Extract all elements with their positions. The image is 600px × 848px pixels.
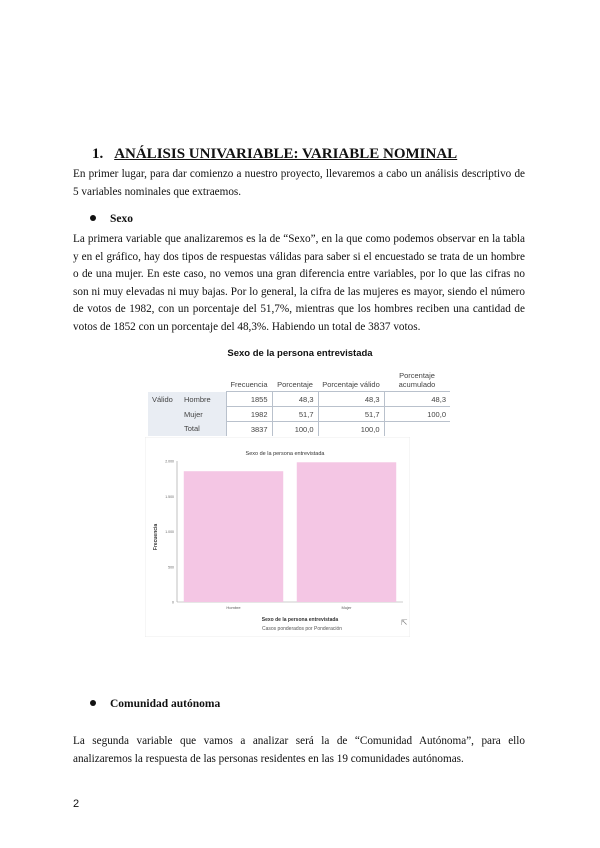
col-porcentaje: Porcentaje bbox=[277, 380, 313, 389]
cell-cum: 48,3 bbox=[384, 392, 450, 407]
intro-paragraph: En primer lugar, para dar comienzo a nuestro proyecto, llevaremos a cabo un análisis descriptivo de 5 variables nominales que extraemos. bbox=[73, 168, 525, 198]
cell-freq: 1982 bbox=[226, 407, 272, 422]
section-heading bbox=[92, 146, 457, 163]
frequency-table bbox=[148, 359, 450, 436]
cell-freq: 3837 bbox=[226, 422, 272, 437]
cursor-icon: ⇱ bbox=[401, 618, 408, 627]
heading-title: ANÁLISIS UNIVARIABLE: VARIABLE NOMINAL bbox=[114, 146, 458, 162]
y-tick-label: 2.000 bbox=[165, 459, 174, 464]
table-title: Sexo de la persona entrevistada bbox=[227, 348, 373, 359]
bullet-sexo-label: Sexo bbox=[110, 213, 133, 225]
chart-ylabel: Frecuencia bbox=[153, 523, 159, 551]
row-label: Mujer bbox=[180, 407, 226, 422]
row-label: Total bbox=[180, 422, 226, 437]
y-tick-label: 1.000 bbox=[165, 530, 174, 534]
cell-pct: 51,7 bbox=[272, 407, 318, 422]
cell-valid: 51,7 bbox=[318, 407, 384, 422]
heading-number: 1. bbox=[92, 146, 104, 162]
page-number: 2 bbox=[73, 798, 80, 810]
bar-chart bbox=[145, 437, 410, 637]
chart-xlabel: Sexo de la persona entrevistada bbox=[261, 617, 339, 623]
bullet-comunidad bbox=[90, 698, 220, 710]
table-row bbox=[148, 392, 450, 407]
y-tick-label: 500 bbox=[168, 565, 174, 570]
bullet-icon bbox=[90, 215, 96, 221]
cell-pct: 48,3 bbox=[272, 392, 318, 407]
y-tick-label: 0 bbox=[172, 600, 174, 605]
cell-cum bbox=[384, 422, 450, 437]
cell-freq: 1855 bbox=[226, 392, 272, 407]
x-tick-label: Mujer bbox=[341, 605, 352, 610]
comunidad-paragraph: La segunda variable que vamos a analizar será la de “Comunidad Autónoma”, para ello analizaremos la respuesta de las personas residentes en las 19 comunidades autónomas. bbox=[73, 735, 525, 765]
sexo-paragraph: La primera variable que analizaremos es la de “Sexo”, en la que como podemos observar en la tabla y en el gráfico, hay dos tipos de respuestas válidas para saber si el encuestado se trata de un hombre o de una mujer. En este caso, no vemos una gran diferencia entre variables, por lo que las cifras no son ni muy elevadas ni muy bajas. Por lo general, la cifra de las mujeres es mayor, siendo el número de votos de 1982, con un porcentaje del 51,7%, mientras que los hombres reciben una cantidad de votos de 1852 con un porcentaje del 48,3%. Habiendo un total de 3837 votos. bbox=[73, 233, 525, 333]
x-tick-label: Hombre bbox=[226, 605, 241, 610]
col-porcentaje-valido: Porcentaje válido bbox=[322, 380, 380, 389]
table-row bbox=[148, 407, 450, 422]
cell-cum: 100,0 bbox=[384, 407, 450, 422]
cell-valid: 100,0 bbox=[318, 422, 384, 437]
y-tick-label: 1.500 bbox=[165, 494, 174, 499]
bullet-icon bbox=[90, 700, 96, 706]
group-label: Válido bbox=[148, 392, 180, 407]
chart-title: Sexo de la persona entrevistada bbox=[245, 451, 325, 457]
bar-chart-svg bbox=[145, 437, 410, 637]
chart-caption: Casos ponderados por Ponderación bbox=[262, 626, 343, 632]
bar-mujer bbox=[297, 462, 396, 602]
col-porcentaje-acumulado: Porcentaje acumulado bbox=[398, 371, 436, 389]
cell-valid: 48,3 bbox=[318, 392, 384, 407]
bar-hombre bbox=[184, 471, 283, 602]
cell-pct: 100,0 bbox=[272, 422, 318, 437]
table-header-row bbox=[148, 359, 450, 392]
bullet-comunidad-label: Comunidad autónoma bbox=[110, 698, 221, 710]
table-row bbox=[148, 422, 450, 437]
bullet-sexo bbox=[90, 213, 133, 225]
col-frecuencia: Frecuencia bbox=[230, 380, 268, 389]
row-label: Hombre bbox=[180, 392, 226, 407]
